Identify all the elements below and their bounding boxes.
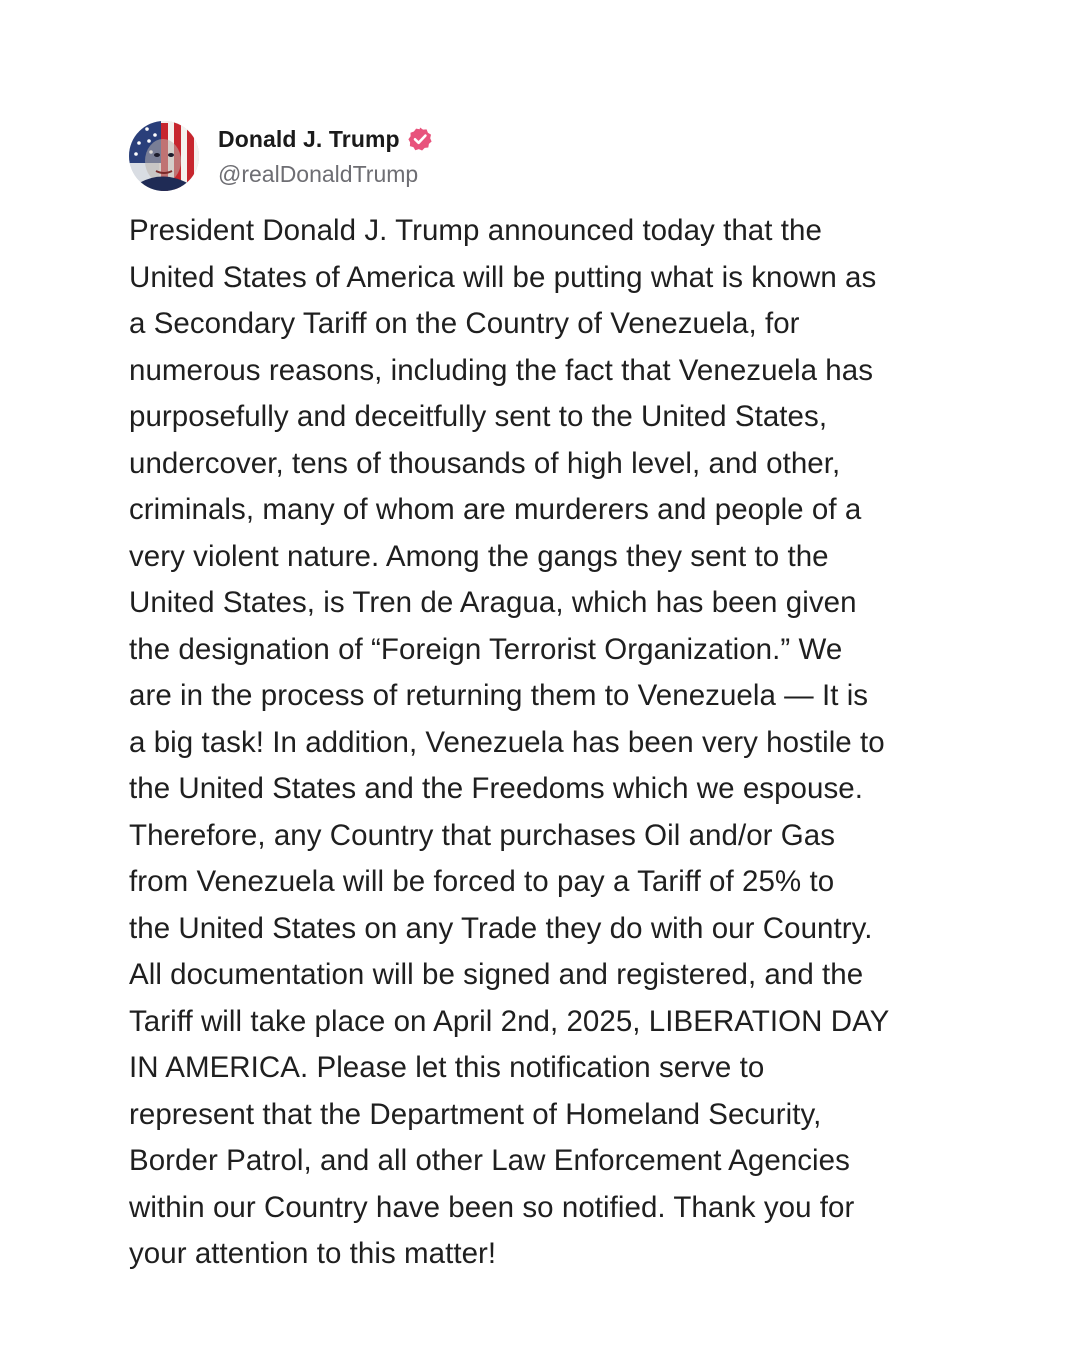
author-identity <box>218 122 433 190</box>
post-body-text: President Donald J. Trump announced today that the United States of America will be putting what is known as a Secondary Tariff on the Country of Venezuela, for numerous reasons, including the fact that Venezuela has purposefully and deceitfully sent to the United States, undercover, tens of thousands of high level, and other, criminals, many of whom are murderers and people of a very violent nature. Among the gangs they sent to the United States, is Tren de Aragua, which has been given the designation of “Foreign Terrorist Organization.” We are in the process of returning them to Venezuela — It is a big task! In addition, Venezuela has been very hostile to the United States and the Freedoms which we espouse. Therefore, any Country that purchases Oil and/or Gas from Venezuela will be forced to pay a Tariff of 25% to the United States on any Trade they do with our Country. All documentation will be signed and registered, and the Tariff will take place on April 2nd, 2025, LIBERATION DAY IN AMERICA. Please let this notification serve to represent that the Department of Homeland Security, Border Patrol, and all other Law Enforcement Agencies within our Country have been so notified. Thank you for your attention to this matter! <box>129 214 890 1270</box>
author-handle[interactable]: @realDonaldTrump <box>218 161 419 187</box>
name-row <box>218 122 433 156</box>
author-display-name[interactable]: Donald J. Trump <box>218 125 400 152</box>
verified-badge-icon <box>407 126 433 152</box>
avatar-flag-portrait-icon <box>129 121 199 191</box>
avatar[interactable] <box>129 121 199 191</box>
post-header <box>129 120 949 192</box>
post <box>129 120 949 1278</box>
